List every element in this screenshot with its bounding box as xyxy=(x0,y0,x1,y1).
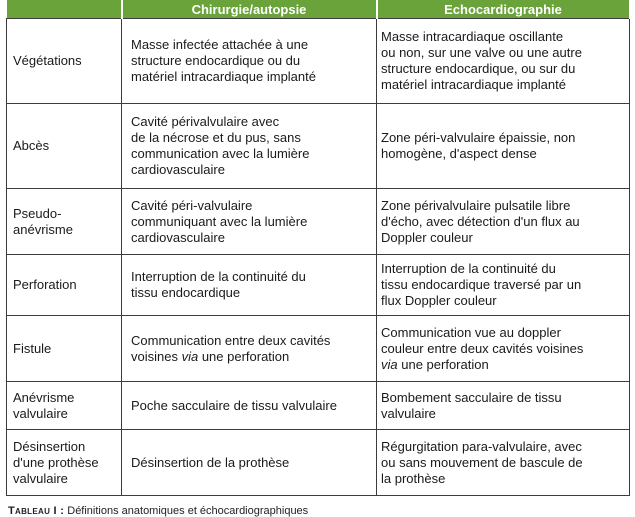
row-chirurgie-line: voisines via une perforation xyxy=(131,348,290,364)
row-chirurgie-cell xyxy=(122,316,377,382)
row-chirurgie-line: Cavité périvalvulaire avec xyxy=(131,114,280,129)
table-row xyxy=(7,382,630,430)
row-echo-line: couleur entre deux cavités voisines xyxy=(381,340,584,356)
row-chirurgie-line: Désinsertion de la prothèse xyxy=(131,454,290,470)
row-term-line: anévrisme xyxy=(13,221,73,237)
row-echo-cell xyxy=(377,316,630,382)
row-echo-line: ou sans mouvement de bascule de xyxy=(381,454,583,470)
row-echo-cell xyxy=(377,430,630,496)
row-echo-line: tissu endocardique traversé par un xyxy=(381,277,582,292)
row-chirurgie-cell xyxy=(122,255,377,316)
caption-label: Tableau I : xyxy=(8,505,65,517)
row-chirurgie-line: structure endocardique ou du xyxy=(131,53,301,68)
row-chirurgie-line: matériel intracardiaque implanté xyxy=(131,69,316,84)
row-term-line: Abcès xyxy=(13,138,50,153)
row-echo-line: ou non, sur une valve ou une autre xyxy=(381,45,582,60)
row-term-line: valvulaire xyxy=(13,470,68,486)
table-row xyxy=(7,430,630,496)
row-chirurgie-line: de la nécrose et du pus, sans xyxy=(131,130,301,145)
row-echo-line: Zone périvalvulaire pulsatile libre xyxy=(381,197,571,213)
row-echo-cell xyxy=(377,189,630,255)
table-row xyxy=(7,255,630,316)
row-echo-line: valvulaire xyxy=(381,405,436,421)
table-row xyxy=(7,104,630,189)
table-row xyxy=(7,19,630,104)
header-corner xyxy=(7,0,122,19)
row-echo-line: Zone péri-valvulaire épaissie, non xyxy=(381,130,576,145)
table-caption xyxy=(8,505,308,517)
row-chirurgie-cell xyxy=(122,19,377,104)
row-term xyxy=(7,189,122,255)
row-echo-cell xyxy=(377,19,630,104)
row-echo-line: homogène, d'aspect dense xyxy=(381,146,537,161)
row-term-line: valvulaire xyxy=(13,405,68,421)
row-echo-line: structure endocardique, ou sur du xyxy=(381,61,576,76)
row-chirurgie-line: Masse infectée attachée à une xyxy=(131,37,309,52)
row-term xyxy=(7,104,122,189)
row-echo-cell xyxy=(377,104,630,189)
row-term xyxy=(7,382,122,430)
row-echo-line: Masse intracardiaque oscillante xyxy=(381,29,564,44)
row-chirurgie-cell xyxy=(122,189,377,255)
header-echocardiographie: Echocardiographie xyxy=(377,0,630,19)
row-term-line: Désinsertion xyxy=(13,438,86,454)
row-chirurgie-cell xyxy=(122,104,377,189)
row-chirurgie-line: Interruption de la continuité du xyxy=(131,269,306,284)
row-echo-line: Doppler couleur xyxy=(381,229,473,245)
row-chirurgie-line: Communication entre deux cavités xyxy=(131,332,331,348)
row-echo-line: via une perforation xyxy=(381,356,489,372)
row-term xyxy=(7,255,122,316)
row-echo-line: matériel intracardiaque implanté xyxy=(381,77,566,92)
row-term-line: Fistule xyxy=(13,340,52,356)
row-echo-line: Bombement sacculaire de tissu xyxy=(381,389,562,405)
header-row xyxy=(7,0,630,19)
row-term-line: Végétations xyxy=(13,53,82,68)
row-echo-line: d'écho, avec détection d'un flux au xyxy=(381,213,580,229)
row-term xyxy=(7,430,122,496)
table-row xyxy=(7,189,630,255)
caption-text: Définitions anatomiques et échocardiographiques xyxy=(64,505,309,517)
row-echo-line: flux Doppler couleur xyxy=(381,293,497,308)
row-echo-line: Interruption de la continuité du xyxy=(381,261,556,276)
row-chirurgie-line: communiquant avec la lumière xyxy=(131,213,308,229)
row-chirurgie-line: Cavité péri-valvulaire xyxy=(131,197,253,213)
row-chirurgie-cell xyxy=(122,382,377,430)
row-echo-line: la prothèse xyxy=(381,470,446,486)
row-echo-cell xyxy=(377,255,630,316)
row-echo-line: Communication vue au doppler xyxy=(381,324,561,340)
row-echo-cell xyxy=(377,382,630,430)
row-term-line: Perforation xyxy=(13,277,77,292)
row-chirurgie-cell xyxy=(122,430,377,496)
row-chirurgie-line: cardiovasculaire xyxy=(131,162,225,177)
table-row xyxy=(7,316,630,382)
row-chirurgie-line: Poche sacculaire de tissu valvulaire xyxy=(131,397,337,413)
definitions-table-container xyxy=(6,0,629,496)
row-echo-line: Régurgitation para-valvulaire, avec xyxy=(381,438,582,454)
row-term xyxy=(7,316,122,382)
definitions-table xyxy=(6,0,631,496)
row-chirurgie-line: cardiovasculaire xyxy=(131,229,225,245)
row-chirurgie-line: communication avec la lumière xyxy=(131,146,310,161)
header-chirurgie-autopsie: Chirurgie/autopsie xyxy=(122,0,377,19)
row-term xyxy=(7,19,122,104)
row-chirurgie-line: tissu endocardique xyxy=(131,285,241,300)
row-term-line: d'une prothèse xyxy=(13,454,99,470)
row-term-line: Anévrisme xyxy=(13,389,75,405)
row-term-line: Pseudo- xyxy=(13,205,62,221)
